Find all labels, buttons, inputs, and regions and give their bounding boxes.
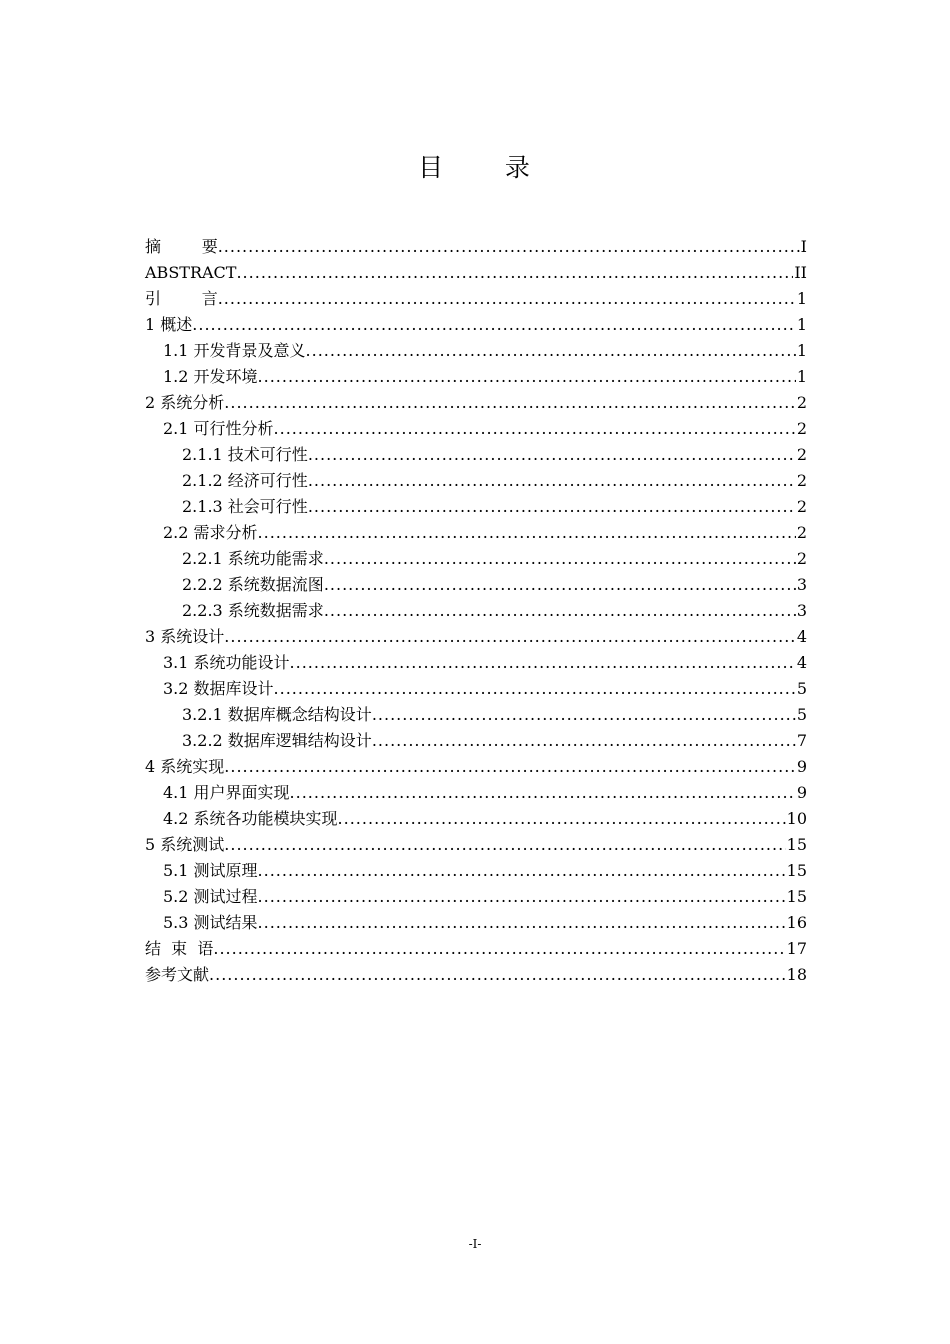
toc-entry-label: 摘 要 <box>145 237 218 256</box>
toc-entry[interactable] <box>145 494 807 520</box>
toc-entry-label: 3.2.1 数据库概念结构设计 <box>182 705 372 724</box>
toc-entry-page-number: II <box>794 263 807 282</box>
toc-entry[interactable] <box>145 936 807 962</box>
toc-entry-page-number: 9 <box>796 783 807 802</box>
toc-entry-label: 5.3 测试结果 <box>163 913 258 932</box>
toc-entry[interactable] <box>145 858 807 884</box>
toc-entry-label: 2.2.1 系统功能需求 <box>182 549 324 568</box>
toc-entry-label: 4.1 用户界面实现 <box>163 783 290 802</box>
toc-dot-leader <box>308 494 796 520</box>
toc-dot-leader <box>308 468 796 494</box>
toc-entry-page-number: 15 <box>786 835 807 854</box>
toc-entry-label: 2.1.2 经济可行性 <box>182 471 308 490</box>
toc-entry-label: 1 概述 <box>145 315 193 334</box>
toc-dot-leader <box>338 806 786 832</box>
toc-entry-label: ABSTRACT <box>145 263 237 282</box>
toc-entry[interactable] <box>145 572 807 598</box>
toc-entry-page-number: 2 <box>796 549 807 568</box>
toc-entry-label: 2.1.1 技术可行性 <box>182 445 308 464</box>
toc-entry-page-number: 16 <box>786 913 807 932</box>
toc-entry-label: 1.1 开发背景及意义 <box>163 341 306 360</box>
page-number: -I- <box>468 1237 482 1251</box>
toc-dot-leader <box>224 754 796 780</box>
toc-entry[interactable] <box>145 442 807 468</box>
toc-dot-leader <box>218 286 796 312</box>
toc-dot-leader <box>274 676 796 702</box>
toc-entry-page-number: 2 <box>796 471 807 490</box>
toc-entry-page-number: 4 <box>796 653 807 672</box>
toc-entry[interactable] <box>145 962 807 988</box>
toc-dot-leader <box>258 884 786 910</box>
toc-dot-leader <box>258 520 796 546</box>
toc-dot-leader <box>258 910 786 936</box>
toc-entry[interactable] <box>145 286 807 312</box>
toc-entry[interactable] <box>145 650 807 676</box>
toc-entry-label: 2.2 需求分析 <box>163 523 258 542</box>
toc-dot-leader <box>274 416 796 442</box>
toc-entry-page-number: 2 <box>796 497 807 516</box>
toc-dot-leader <box>324 546 796 572</box>
toc-entry-page-number: 15 <box>786 861 807 880</box>
toc-entry-label: 5 系统测试 <box>145 835 225 854</box>
toc-entry-page-number: 2 <box>796 419 807 438</box>
toc-entry[interactable] <box>145 364 807 390</box>
toc-entry[interactable] <box>145 884 807 910</box>
toc-entry[interactable] <box>145 910 807 936</box>
toc-entry-label: 3.2 数据库设计 <box>163 679 274 698</box>
table-of-contents <box>145 234 807 988</box>
toc-entry[interactable] <box>145 806 807 832</box>
toc-entry-page-number: 2 <box>796 523 807 542</box>
toc-entry[interactable] <box>145 234 807 260</box>
toc-entry-label: 3.1 系统功能设计 <box>163 653 290 672</box>
toc-entry[interactable] <box>145 520 807 546</box>
toc-entry-page-number: 15 <box>786 887 807 906</box>
toc-entry-label: 4 系统实现 <box>145 757 225 776</box>
toc-entry-page-number: 4 <box>796 627 807 646</box>
toc-entry-page-number: 17 <box>786 939 807 958</box>
toc-dot-leader <box>306 338 796 364</box>
toc-entry-page-number: 18 <box>786 965 807 984</box>
toc-entry[interactable] <box>145 390 807 416</box>
toc-dot-leader <box>372 702 796 728</box>
toc-entry[interactable] <box>145 702 807 728</box>
toc-entry-label: 2 系统分析 <box>145 393 225 412</box>
toc-entry-label: 结 束 语 <box>145 939 214 958</box>
toc-entry-label: 2.2.2 系统数据流图 <box>182 575 324 594</box>
toc-dot-leader <box>290 650 796 676</box>
toc-entry[interactable] <box>145 728 807 754</box>
toc-entry-page-number: 2 <box>796 393 807 412</box>
toc-entry-page-number: 5 <box>796 705 807 724</box>
toc-entry-label: 引 言 <box>145 289 218 308</box>
toc-entry-label: 2.1.3 社会可行性 <box>182 497 308 516</box>
toc-dot-leader <box>324 572 796 598</box>
toc-dot-leader <box>372 728 796 754</box>
toc-entry-page-number: 1 <box>796 289 807 308</box>
toc-dot-leader <box>218 234 800 260</box>
toc-entry[interactable] <box>145 754 807 780</box>
toc-entry-page-number: 2 <box>796 445 807 464</box>
toc-entry-page-number: 9 <box>796 757 807 776</box>
toc-entry[interactable] <box>145 832 807 858</box>
toc-dot-leader <box>213 936 785 962</box>
toc-entry[interactable] <box>145 338 807 364</box>
toc-entry-label: 2.1 可行性分析 <box>163 419 274 438</box>
toc-dot-leader <box>324 598 796 624</box>
toc-entry[interactable] <box>145 546 807 572</box>
toc-dot-leader <box>258 364 796 390</box>
toc-entry-label: 2.2.3 系统数据需求 <box>182 601 324 620</box>
toc-entry-page-number: 5 <box>796 679 807 698</box>
toc-entry-page-number: 1 <box>796 315 807 334</box>
toc-entry[interactable] <box>145 312 807 338</box>
toc-entry-label: 4.2 系统各功能模块实现 <box>163 809 338 828</box>
toc-entry-label: 参考文献 <box>145 965 210 984</box>
toc-entry[interactable] <box>145 416 807 442</box>
toc-entry-label: 3.2.2 数据库逻辑结构设计 <box>182 731 372 750</box>
toc-entry-page-number: 3 <box>796 575 807 594</box>
page-title: 目 录 <box>418 153 532 182</box>
toc-entry[interactable] <box>145 780 807 806</box>
toc-entry-page-number: 7 <box>796 731 807 750</box>
toc-entry-page-number: 1 <box>796 367 807 386</box>
toc-dot-leader <box>224 390 796 416</box>
toc-entry[interactable] <box>145 624 807 650</box>
toc-dot-leader <box>236 260 793 286</box>
toc-entry-label: 1.2 开发环境 <box>163 367 258 386</box>
toc-entry[interactable] <box>145 676 807 702</box>
toc-dot-leader <box>224 624 796 650</box>
toc-dot-leader <box>308 442 796 468</box>
toc-dot-leader <box>258 858 786 884</box>
toc-entry-page-number: 3 <box>796 601 807 620</box>
toc-dot-leader <box>224 832 785 858</box>
toc-entry-label: 3 系统设计 <box>145 627 225 646</box>
toc-entry[interactable] <box>145 260 807 286</box>
toc-entry-page-number: 10 <box>786 809 807 828</box>
toc-entry-label: 5.2 测试过程 <box>163 887 258 906</box>
toc-entry-label: 5.1 测试原理 <box>163 861 258 880</box>
toc-dot-leader <box>192 312 796 338</box>
toc-entry-page-number: I <box>800 237 807 256</box>
toc-entry[interactable] <box>145 598 807 624</box>
toc-entry[interactable] <box>145 468 807 494</box>
toc-entry-page-number: 1 <box>796 341 807 360</box>
toc-dot-leader <box>290 780 796 806</box>
toc-dot-leader <box>209 962 786 988</box>
